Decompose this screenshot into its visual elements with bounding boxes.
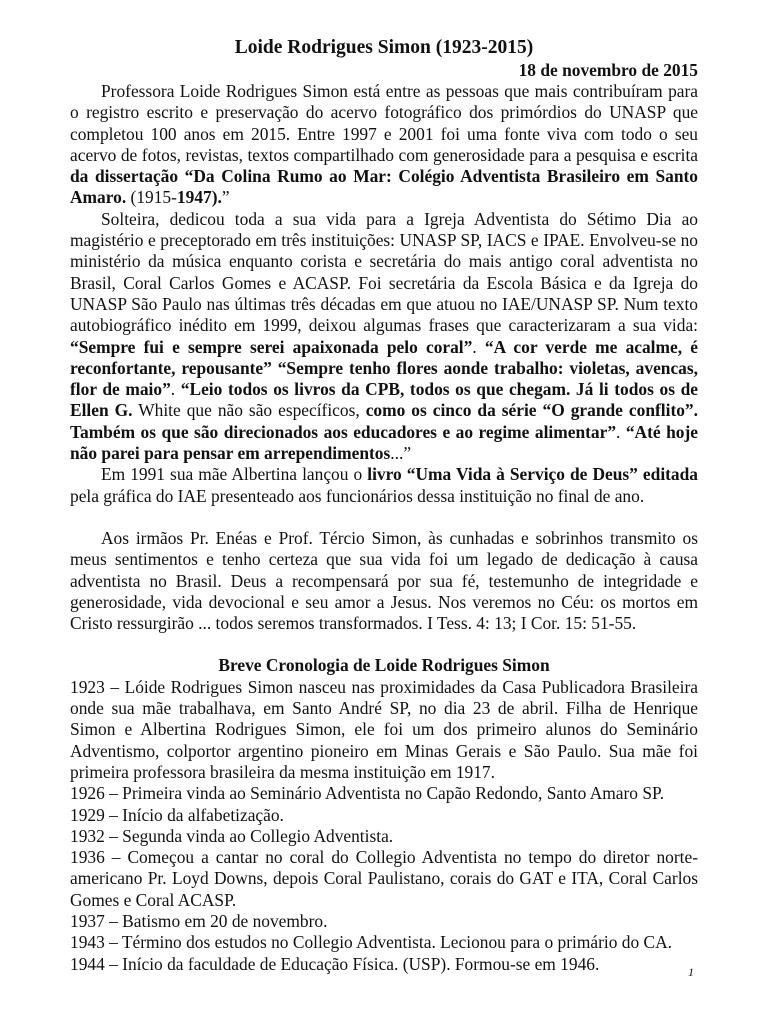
document-date: 18 de novembro de 2015	[518, 60, 698, 80]
dissertation-title: da dissertação “Da Colina Rumo ao Mar: Colégio Adventista Brasileiro em Santo Amaro.	[70, 166, 698, 208]
chronology-entry: 1937 – Batismo em 20 de novembro.	[70, 910, 328, 931]
punctuation: .	[170, 379, 181, 400]
paragraph-condolences: Aos irmãos Pr. Enéas e Prof. Tércio Simon, às cunhadas e sobrinhos transmito os meus sentimentos e tenho certeza que sua vida foi um legado de dedicação à causa adventista no Brasil. Deus a recompensará por sua fé, testemunho de integridade e generosidade, vida devocional e seu amor a Jesus. Nos veremos no Céu: os mortos em Cristo ressurgirão ... todos seremos transformados. I Tess. 4: 13; I Cor. 15: 51-55.	[70, 527, 698, 634]
book-text: Em 1991 sua mãe Albertina lançou o	[101, 464, 368, 485]
chronology-list	[70, 677, 698, 975]
chronology-entry: 1929 – Início da alfabetização.	[70, 804, 284, 825]
book-title: livro “Uma Vida à Serviço de Deus”	[367, 464, 638, 485]
quote-conflict-series: como os cinco da série “O grande conflito”. Também os que são direcionados aos educadores e ao regime alimentar”	[70, 400, 698, 442]
document-body	[70, 36, 698, 975]
chronology-entry: 1944 – Início da faculdade de Educação Física. (USP). Formou-se em 1946.	[70, 953, 600, 974]
quote-coral: “Sempre fui e sempre serei apaixonada pelo coral”	[70, 336, 473, 357]
quote-green-flowers: “A cor verde me acalme, é reconfortante, repousante” “Sempre tenho flores aonde trabalho: violetas, avencas, flor de maio”	[70, 336, 698, 400]
intro-text: Professora Loide Rodrigues Simon está entre as pessoas que mais contribuíram para o registro escrito e preservação do acervo fotográfico dos primórdios do UNASP que completou 100 anos em 2015. Entre 1997 e 2001 foi uma fonte viva com todo o seu acervo de fotos, revistas, textos compartilhado com generosidade para a pesquisa e escrita	[70, 81, 698, 165]
paragraph-book	[70, 464, 698, 507]
chronology-entry: 1926 – Primeira vinda ao Seminário Adventista no Capão Redondo, Santo Amaro SP.	[70, 783, 665, 804]
dissertation-years-end: 1947).	[176, 187, 222, 208]
paragraph-intro	[70, 81, 698, 209]
quote-regrets-end: ...”	[390, 443, 412, 464]
chronology-entry: 1936 – Começou a cantar no coral do Collegio Adventista no tempo do diretor norte-americano Pr. Loyd Downs, depois Coral Paulistano, corais do GAT e ITA, Coral Carlos Gomes e Coral ACASP.	[70, 847, 698, 910]
page-number: 1	[688, 965, 694, 979]
chronology-entry: 1932 – Segunda vinda ao Collegio Adventista.	[70, 825, 394, 846]
punctuation: .	[472, 336, 485, 357]
quote-books: “Leio todos os livros da CPB, todos os que chegam. Já li todos os de Ellen G.	[70, 379, 698, 421]
chronology-entry: 1923 – Lóide Rodrigues Simon nasceu nas proximidades da Casa Publicadora Brasileira onde sua mãe trabalhava, em Santo André SP, no dia 23 de abril. Filha de Henrique Simon e Albertina Rodrigues Simon, ele foi um dos primeiro alunos do Seminário Adventismo, colportor argentino pioneiro em Minas Gerais e São Paulo. Sua mãe foi primeira professora brasileira da mesma instituição em 1917.	[70, 676, 698, 782]
dissertation-close-quote: ”	[221, 187, 230, 208]
book-edited: editada	[642, 464, 698, 485]
chronology-title: Breve Cronologia de Loide Rodrigues Simon	[218, 655, 550, 676]
chronology-entry: 1943 – Término dos estudos no Collegio Adventista. Lecionou para o primário do CA.	[70, 932, 672, 953]
paragraph-life	[70, 209, 698, 465]
life-text: Solteira, dedicou toda a sua vida para a Igreja Adventista do Sétimo Dia ao magistério e preceptorado em três instituições: UNASP SP, IACS e IPAE. Envolveu-se no ministério da música enquanto corista e secretária do mais antigo coral adventista no Brasil, Coral Carlos Gomes e ACASP. Foi secretária da Escola Básica e da Igreja do UNASP São Paulo nas últimas três décadas em que atuou no IAE/UNASP SP. Num texto autobiográfico inédito em 1999, deixou algumas frases que caracterizaram a sua vida:	[70, 208, 698, 336]
punctuation: .	[616, 421, 626, 442]
document-title: Loide Rodrigues Simon (1923-2015)	[234, 37, 534, 58]
book-text-end: pela gráfica do IAE presenteado aos funcionários dessa instituição no final de ano.	[70, 485, 645, 506]
dissertation-years-open: (1915-	[126, 187, 177, 208]
paragraph-gap	[70, 507, 698, 528]
quote-regrets: “Até hoje não parei para pensar em arrependimentos	[70, 421, 698, 464]
life-text-white: White que não são específicos,	[132, 400, 366, 421]
paragraph-gap	[70, 634, 698, 655]
